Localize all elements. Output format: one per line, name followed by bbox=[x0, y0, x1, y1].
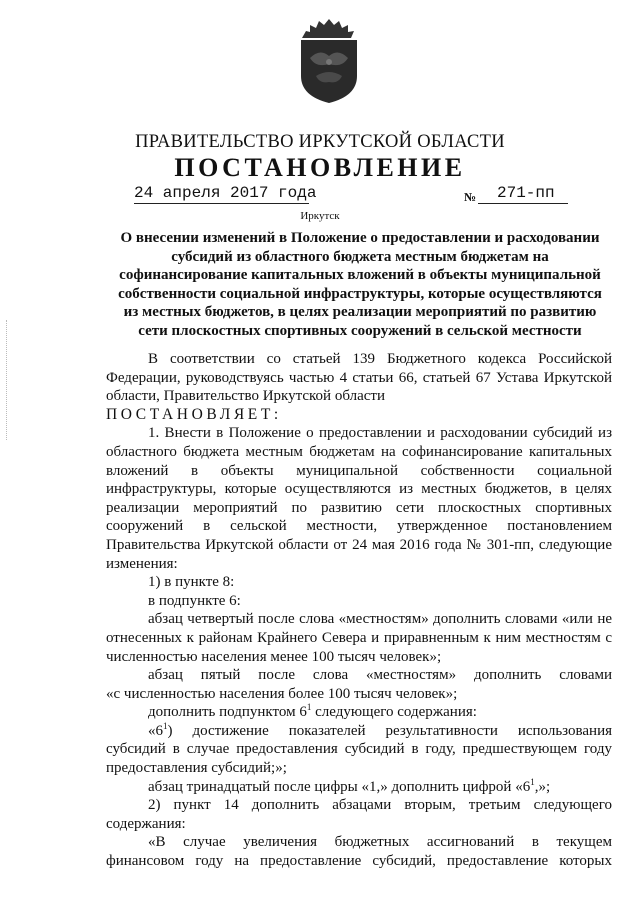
item-1-line: 1. Внести в Положение о предоставлении и расходовании субсидий из bbox=[148, 425, 612, 442]
resolves-heading: ПОСТАНОВЛЯЕТ: bbox=[106, 405, 282, 423]
subclause-6-1-line: предоставления субсидий;»; bbox=[106, 760, 287, 777]
subclause-6-1-line: субсидий в случае предоставления субсидий в году, предшествующем году bbox=[106, 741, 612, 758]
item-1-line: инфраструктуры, которые осуществляются из местных бюджетов, в целях bbox=[106, 481, 612, 498]
preamble-line: области, Правительство Иркутской области bbox=[106, 388, 385, 405]
document-title bbox=[106, 229, 614, 341]
document-body bbox=[106, 350, 612, 871]
coat-of-arms-emblem bbox=[298, 18, 360, 104]
subclause-text: «6 bbox=[148, 722, 163, 739]
superscript: 1 bbox=[306, 702, 312, 713]
item-1-line: областного бюджета местным бюджетам на софинансирование капитальных bbox=[106, 443, 612, 460]
item-1-line: изменения: bbox=[106, 555, 178, 572]
document-number: 271-пп bbox=[497, 184, 555, 202]
subclause-6: в подпункте 6: bbox=[148, 592, 241, 609]
amendment-para-4-line: отнесенных к районам Крайнего Севера и приравненным к ним местностям с bbox=[106, 629, 612, 646]
quote-line: финансовом году на предоставление субсидий, предоставление которых bbox=[106, 853, 612, 870]
city-name: Иркутск bbox=[300, 210, 340, 222]
para-13-text: ,»; bbox=[534, 778, 551, 795]
government-name: ПРАВИТЕЛЬСТВО ИРКУТСКОЙ ОБЛАСТИ bbox=[135, 132, 505, 152]
title-line: О внесении изменений в Положение о предоставлении и расходовании bbox=[120, 230, 600, 246]
scan-margin-mark bbox=[6, 320, 8, 440]
superscript: 1 bbox=[530, 776, 535, 787]
para-13-text: абзац тринадцатый после цифры «1,» дополнить цифрой «6 bbox=[148, 778, 531, 795]
amendment-para-4-line: абзац четвертый после слова «местностям» дополнить словами «или не bbox=[148, 611, 612, 628]
date-underline bbox=[134, 203, 309, 204]
number-sign: № bbox=[464, 190, 477, 204]
document-date: 24 апреля 2017 года bbox=[134, 184, 317, 202]
subclause-6-1-line bbox=[106, 722, 612, 741]
amendment-para-5-line: «с численностью населения более 100 тысяч человек»; bbox=[106, 685, 458, 702]
quote-line: «В случае увеличения бюджетных ассигнований в текущем bbox=[148, 834, 612, 851]
number-underline bbox=[478, 203, 568, 204]
subitem-2-line: 2) пункт 14 дополнить абзацами вторым, третьим следующего bbox=[148, 797, 612, 814]
item-1-line: Правительства Иркутской области от 24 мая 2016 года № 301-пп, следующие bbox=[106, 536, 612, 553]
preamble-line: Федерации, руководствуясь частью 4 статьи 66, статьей 67 Устава Иркутской bbox=[106, 369, 612, 386]
document-type: ПОСТАНОВЛЕНИЕ bbox=[174, 153, 466, 182]
title-line: софинансирование капитальных вложений в объекты муниципальной bbox=[119, 267, 601, 284]
para-13-line bbox=[106, 778, 612, 797]
title-line: из местных бюджетов, в целях реализации мероприятий по развитию bbox=[123, 304, 597, 321]
preamble-line: В соответствии со статьей 139 Бюджетного кодекса Российской bbox=[148, 351, 612, 367]
title-line: сети плоскостных спортивных сооружений в сельской местности bbox=[138, 322, 582, 339]
item-1-line: реализации мероприятий по развитию сети плоскостных спортивных bbox=[106, 499, 612, 516]
item-1-line: сооружений в сельской местности, утвержденное постановлением bbox=[106, 518, 612, 535]
add-subclause-text: дополнить подпунктом 6 bbox=[148, 704, 307, 721]
item-1-line: вложений в объекты муниципальной собственности социальной bbox=[106, 462, 612, 479]
subitem-2-line: содержания: bbox=[106, 815, 186, 832]
add-subclause-line bbox=[106, 703, 612, 722]
subclause-text: ) достижение показателей результативности использования bbox=[167, 722, 612, 739]
title-line: субсидий из областного бюджета местным бюджетам на bbox=[171, 248, 549, 265]
add-subclause-text: следующего содержания: bbox=[311, 704, 477, 721]
title-line: собственности социальной инфраструктуры, которые осуществляются bbox=[118, 285, 602, 302]
amendment-para-4-line: численностью населения менее 100 тысяч человек»; bbox=[106, 648, 442, 665]
subitem-1: 1) в пункте 8: bbox=[148, 574, 235, 591]
amendment-para-5-line: абзац пятый после слова «местностям» дополнить словами bbox=[148, 667, 612, 684]
superscript: 1 bbox=[163, 720, 168, 731]
